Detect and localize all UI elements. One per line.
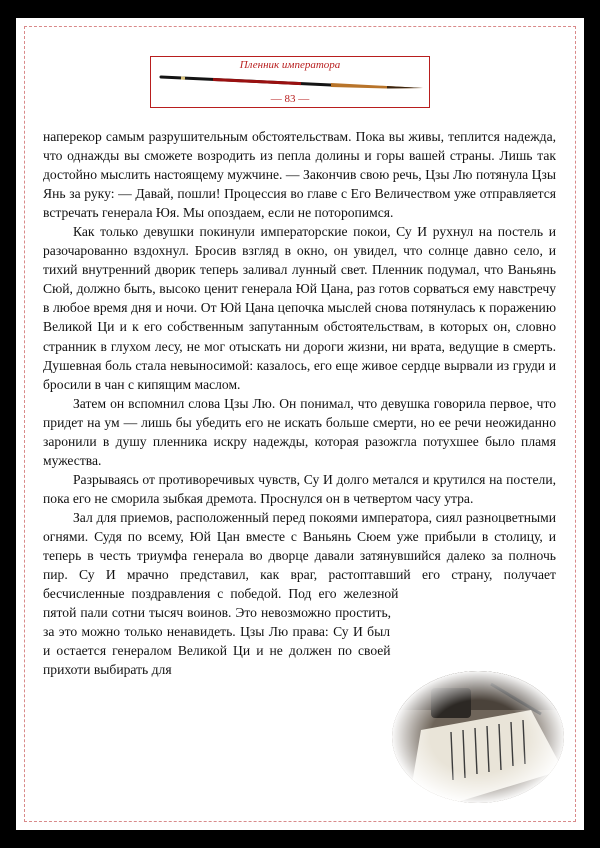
body-text bbox=[43, 127, 556, 701]
paragraph: наперекор самым разрушительным обстоятельствам. Пока вы живы, теплится надежда, что однажды вы сможете возродить из пепла долины и горы вашей страны. Лишь так достойно мыслить настоящему мужчине. — Закончив свою речь, Цзы Лю потянула Цзы Янь за руку: — Давай, пошли! Процессия во главе с Его Величеством уже отправляется встречать генерала Юя. Мы опоздаем, если не поторопимся. bbox=[43, 129, 556, 221]
paragraph bbox=[43, 508, 556, 679]
book-page bbox=[16, 18, 584, 830]
page-number: — 83 — bbox=[270, 93, 310, 105]
running-title: Пленник императора bbox=[239, 59, 341, 71]
photo-float bbox=[402, 569, 572, 701]
paragraph: Как только девушки покинули императорские покои, Су И рухнул на постель и разочарованно вздохнул. Бросив взгляд в окно, он увидел, что солнце давно село, и тихий внутренний дворик теперь заливал лунный свет. Пленник подумал, что Ваньянь Сюй, должно быть, высоко ценит генерала Юй Цана, раз готов сорваться ему навстречу в любое время дня и ночи. От Юй Цана цепочка мыслей снова потянулась к поражению Великой Ци и к его собственным запутанным обстоятельствам, в которых он, словно странник в глухом лесу, не мог отыскать ни дороги жизни, ни врата, ведущие в смерть. Душевная боль стала невыносимой: казалось, его еще живое сердце вырвали из груди и бросили в чан с кипящим маслом. bbox=[43, 224, 556, 392]
running-header bbox=[150, 56, 430, 108]
paragraph: Разрываясь от противоречивых чувств, Су И долго метался и крутился на постели, пока его не сморила зыбкая дремота. Проснулся он в четвертом часу утра. bbox=[43, 471, 556, 506]
paragraph-text-continued: растоптавший его страну, получает бесчисленные поздравления с победой. Под его железной пятой пали сотни тысяч воинов. Это невозможно простить, за это можно только ненавидеть. Цзы Лю права: Су И был и остается генералом Великой Ци и не должен по своей прихоти выбирать для bbox=[43, 567, 556, 678]
calligraphy-brush-icon bbox=[151, 71, 429, 89]
paragraph: Затем он вспомнил слова Цзы Лю. Он понимал, что девушка говорила первое, что придет на ум — лишь бы убедить его не искать больше смерти, но ее речи неожиданно заронили в душу пленника искру надежды, которая разожгла потухшее было пламя мужества. bbox=[43, 395, 556, 468]
paragraph-text: Зал для приемов, расположенный перед покоями императора, сиял разноцветными огнями. Судя по всему, Юй Цан вместе с Ваньянь Сюем уже прибыли в столицу, и теперь в честь триумфа генерала во дворце давали затянувшийся далеко за полночь пир. Су И мрачно представил, как враг, bbox=[43, 509, 556, 583]
